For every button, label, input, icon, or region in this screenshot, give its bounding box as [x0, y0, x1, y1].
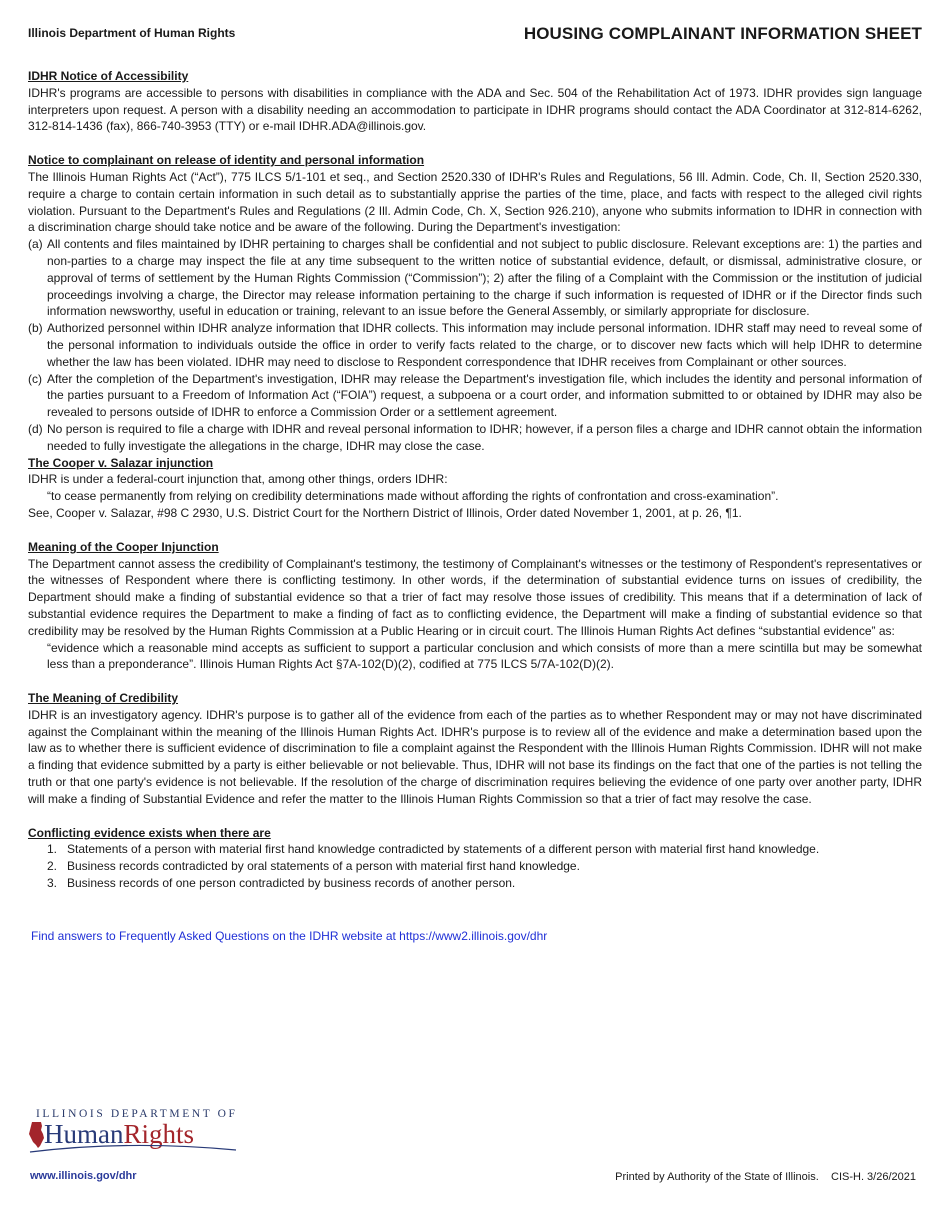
- conflicting-heading: Conflicting evidence exists when there are: [28, 825, 271, 840]
- logo-word-human: Human: [44, 1119, 124, 1149]
- notice-section: [28, 152, 922, 454]
- notice-intro: The Illinois Human Rights Act (“Act”), 775 ILCS 5/1-101 et seq., and Section 2520.330 of IDHR's Rules and Regulations, 56 Ill. Admin. Code, Ch. II, Section 2520.330, require a charge to contain certain information in such detail as to substantially apprise the parties of the time, place, and facts with respect to the alleged civil rights violation. Pursuant to the Department's Rules and Regulations (2 Ill. Admin Code, Ch. X, Section 926.210), anyone who submits information to IDHR in connection with a discrimination charge should take notice and be aware of the following. During the Department's investigation:: [28, 169, 922, 235]
- credibility-text: IDHR is an investigatory agency. IDHR's purpose is to gather all of the evidence from each of the parties as to whether Respondent may or may not have discriminated against the Complainant within the meaning of the Illinois Human Rights Act. IDHR's purpose is to review all of the evidence and make a determination based upon the law as to whether there is sufficient evidence of discrimination to file a complaint against the Respondent with the Illinois Human Rights Commission. IDHR will not make a finding that evidence submitted by a party is either believable or not believable. Thus, IDHR will not base its findings on the fact that one of the parties is not telling the truth or that one party's evidence is not believable. If the resolution of the charge of discrimination requires believing the evidence of one party over another party, IDHR will make a finding of Substantial Evidence and refer the matter to the Illinois Human Rights Commission so that a trier of fact may resolve the case.: [28, 707, 922, 806]
- meaning-cooper-text: The Department cannot assess the credibility of Complainant's testimony, the testimony of Complainant's witnesses or the testimony of Respondent's representatives or the witnesses of Respondent where there is conflicting testimony. In other words, if the determination of substantial evidence turns on issues of credibility, the Department should make a finding of substantial evidence so that a trier of fact may resolve those issues of credibility. This means that if a determination of lack of substantial evidence requires the Department to make a finding of fact as to conflicting evidence, the Department will make a finding of substantial evidence so that credibility may be resolved by the Human Rights Commission at a Public Hearing or in circuit court. The Illinois Human Rights Act defines “substantial evidence” as:: [28, 556, 922, 638]
- logo-word-rights: Rights: [123, 1119, 195, 1149]
- item-text: All contents and files maintained by IDHR pertaining to charges shall be confidential and not subject to public disclosure. Relevant exceptions are: 1) the parties and non-parties to a charge may inspect the file at any time subsequent to the written notice of substantial evidence, default, or dismissal, administrative closure, or approval of terms of settlement by the Human Rights Commission (“Commission”); 2) after the filing of a Complaint with the Commission or the institution of judicial proceedings involving a charge, the Director may release information pertaining to the charge if such information is requested of IDHR or if the Director finds such information newsworthy, useful in education or training, relevant to an issue before the General Assembly, or similarly appropriate for disclosure.: [47, 237, 922, 319]
- footer-printed: [615, 1171, 916, 1183]
- item-label: (c): [28, 371, 42, 386]
- substantial-evidence-quote: “evidence which a reasonable mind accepts as sufficient to support a particular conclusion and which consists of more than a mere scintilla but may be somewhat less than a preponderance”. Illinois Human Rights Act §7A-102(D)(2), codified at 775 ILCS 5/7A-102(D)(2).: [47, 640, 922, 672]
- credibility-heading: The Meaning of Credibility: [28, 691, 179, 706]
- list-item: [28, 841, 922, 858]
- logo-swoosh-icon: [28, 1142, 238, 1156]
- notice-heading: Notice to complainant on release of identity and personal information: [28, 153, 425, 168]
- cooper-heading: The Cooper v. Salazar injunction: [28, 455, 214, 470]
- list-item: [28, 421, 922, 455]
- item-text: No person is required to file a charge with IDHR and reveal personal information to IDHR; however, if a person files a charge and IDHR cannot obtain the information needed to fully investigate the allegations in the charge, IDHR may close the case.: [47, 421, 922, 453]
- item-number: 2.: [47, 859, 58, 874]
- item-text: Authorized personnel within IDHR analyze information that IDHR collects. This information may include personal information. IDHR staff may need to reveal some of the personal information to individuals outside the office in order to verify facts related to the charge, or to discover new facts which will help IDHR to determine whether the law has been violated. IDHR may need to disclose to Respondent correspondence that IDHR receives from Complainant or other sources.: [47, 321, 922, 369]
- cooper-line: IDHR is under a federal-court injunction that, among other things, orders IDHR:: [28, 472, 448, 487]
- item-number: 3.: [47, 876, 58, 891]
- faq-link[interactable]: Find answers to Frequently Asked Questions on the IDHR website at https://www2.illinois.gov/dhr: [31, 929, 548, 943]
- accessibility-section: [28, 68, 922, 135]
- meaning-cooper-section: [28, 539, 922, 673]
- meaning-cooper-heading: Meaning of the Cooper Injunction: [28, 539, 219, 554]
- website-link[interactable]: www.illinois.gov/dhr: [30, 1170, 137, 1182]
- item-label: (b): [28, 321, 43, 336]
- credibility-section: [28, 690, 922, 808]
- item-text: After the completion of the Department's investigation, IDHR may release the Department's investigation file, which includes the identity and personal information of the parties pursuant to a Freedom of Information Act (“FOIA”) request, a subpoena or a court order, and information submitted to or obtained by IDHR may also be revealed to persons outside of IDHR to enforce a Commission Order or a settlement agreement.: [47, 371, 922, 420]
- cooper-section: [28, 455, 922, 522]
- page-title: HOUSING COMPLAINANT INFORMATION SHEET: [523, 24, 922, 43]
- list-item: [28, 320, 922, 370]
- cooper-citation: See, Cooper v. Salazar, #98 C 2930, U.S. District Court for the Northern District of Illinois, Order dated November 1, 2001, at p. 26, ¶1.: [28, 505, 742, 520]
- logo-top-line: ILLINOIS DEPARTMENT OF: [36, 1108, 238, 1120]
- notice-list: [28, 236, 922, 454]
- conflicting-list: [28, 841, 922, 891]
- item-label: (a): [28, 237, 43, 252]
- printed-authority: Printed by Authority of the State of Illinois.: [615, 1171, 819, 1183]
- list-item: [28, 875, 922, 892]
- form-code: CIS-H. 3/26/2021: [831, 1171, 916, 1183]
- cooper-quote: “to cease permanently from relying on credibility determinations made without affording the rights of confrontation and cross-examination”.: [47, 489, 779, 504]
- accessibility-text: IDHR's programs are accessible to persons with disabilities in compliance with the ADA and Sec. 504 of the Rehabilitation Act of 1973. IDHR provides sign language interpreters upon request. A person with a disability needing an accommodation to participate in IDHR programs should contact the ADA Coordinator at 312-814-6262, 312-814-1436 (fax), 866-740-3953 (TTY) or e-mail IDHR.ADA@illinois.gov.: [28, 85, 922, 134]
- agency-name: Illinois Department of Human Rights: [28, 26, 236, 40]
- list-item: [28, 858, 922, 875]
- item-number: 1.: [47, 842, 58, 857]
- item-label: (d): [28, 421, 43, 436]
- list-item: [28, 236, 922, 320]
- conflicting-section: [28, 825, 922, 892]
- item-text: Statements of a person with material first hand knowledge contradicted by statements of a different person with material first hand knowledge.: [67, 842, 820, 857]
- list-item: [28, 371, 922, 421]
- accessibility-heading: IDHR Notice of Accessibility: [28, 69, 189, 83]
- document-body: [28, 68, 922, 892]
- idhr-logo: [28, 1108, 238, 1158]
- item-text: Business records of one person contradicted by business records of another person.: [67, 876, 516, 891]
- item-text: Business records contradicted by oral statements of a person with material first hand knowledge.: [67, 859, 580, 874]
